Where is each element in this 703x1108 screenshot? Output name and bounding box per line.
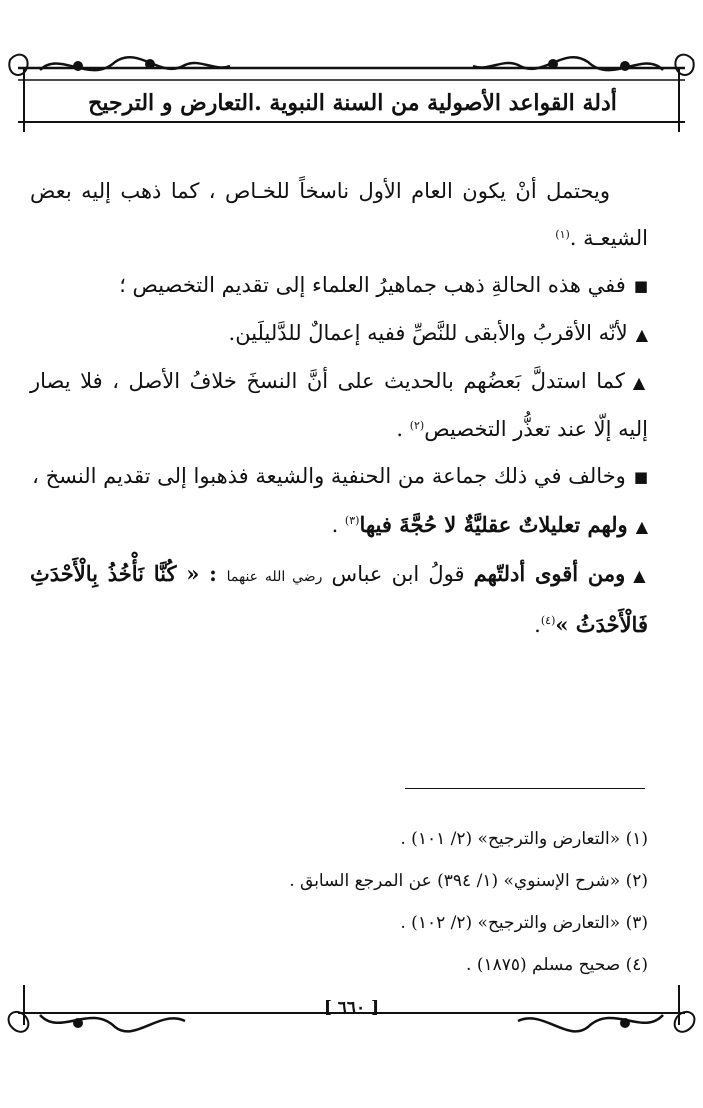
square-bullet-icon: ■ <box>633 468 648 486</box>
bullet-paragraph: ■وخالف في ذلك جماعة من الحنفية والشيعة فذهبوا إلى تقديم النسخ ، <box>32 464 648 488</box>
point-paragraph: ▲لأنّه الأقربُ والأبقى للنَّصِّ ففيه إعمالٌ للدَّليلَين. <box>228 321 648 345</box>
footnote: (١) «التعارض والترجيح» (٢/ ١٠١) . <box>400 829 648 849</box>
paragraph-1: ويحتمل أنْ يكون العام الأول ناسخاً للخـاص ، كما ذهب إليه بعض الشيعـة .$^{(١)}$ <box>30 179 648 250</box>
point-paragraph: ▲ومن أقوى أدلتّهم قولُ ابن عباس رضي الله عنهما : « كُنَّا نَأْخُذُ بِالْأَحْدَثِ فَالْأَحْدَثُ »$^{(٤)}$. <box>30 561 649 637</box>
header-ornament <box>0 40 703 135</box>
footnote: (٢) «شرح الإسنوي» (١/ ٣٩٤) عن المرجع السابق . <box>289 871 648 891</box>
point-paragraph: ▲ولهم تعليلاتٌ عقليَّةٌ لا حُجَّةَ فيها$^{(٣)}$ . <box>331 512 648 537</box>
running-head: أدلة القواعد الأصولية من السنة النبوية .التعارض و الترجيح <box>88 90 617 116</box>
square-bullet-icon: ■ <box>633 277 648 295</box>
point-paragraph: ▲كما استدلَّ بَعضُهم بالحديث على أنَّ النسخَ خلافُ الأصل ، فلا يصار إليه إلّا عند تعذُّر التخصيص$^{(٢)}$ . <box>30 369 648 441</box>
footnote: (٤) صحيح مسلم (١٨٧٥) . <box>466 955 648 975</box>
page-number: [ ٦٦٠ ] <box>323 998 380 1018</box>
triangle-bullet-icon: ▲ <box>632 373 648 392</box>
footnote-ref[interactable]: (٢) <box>409 419 425 432</box>
triangle-bullet-icon: ▲ <box>633 566 649 585</box>
body-text <box>30 168 648 649</box>
bullet-paragraph: ■ففي هذه الحالةِ ذهب جماهيرُ العلماء إلى تقديم التخصيص ؛ <box>119 273 648 297</box>
triangle-bullet-icon: ▲ <box>635 517 648 536</box>
footnote-ref[interactable]: (٣) <box>344 514 360 527</box>
triangle-bullet-icon: ▲ <box>635 325 648 344</box>
footnote-ref[interactable]: (٤) <box>540 614 556 627</box>
footnote: (٣) «التعارض والترجيح» (٢/ ١٠٢) . <box>400 913 648 933</box>
footnote-ref[interactable]: (١) <box>555 228 570 241</box>
honorific: رضي الله عنهما <box>226 569 323 585</box>
footnotes <box>30 818 648 986</box>
footnote-divider <box>405 788 645 789</box>
